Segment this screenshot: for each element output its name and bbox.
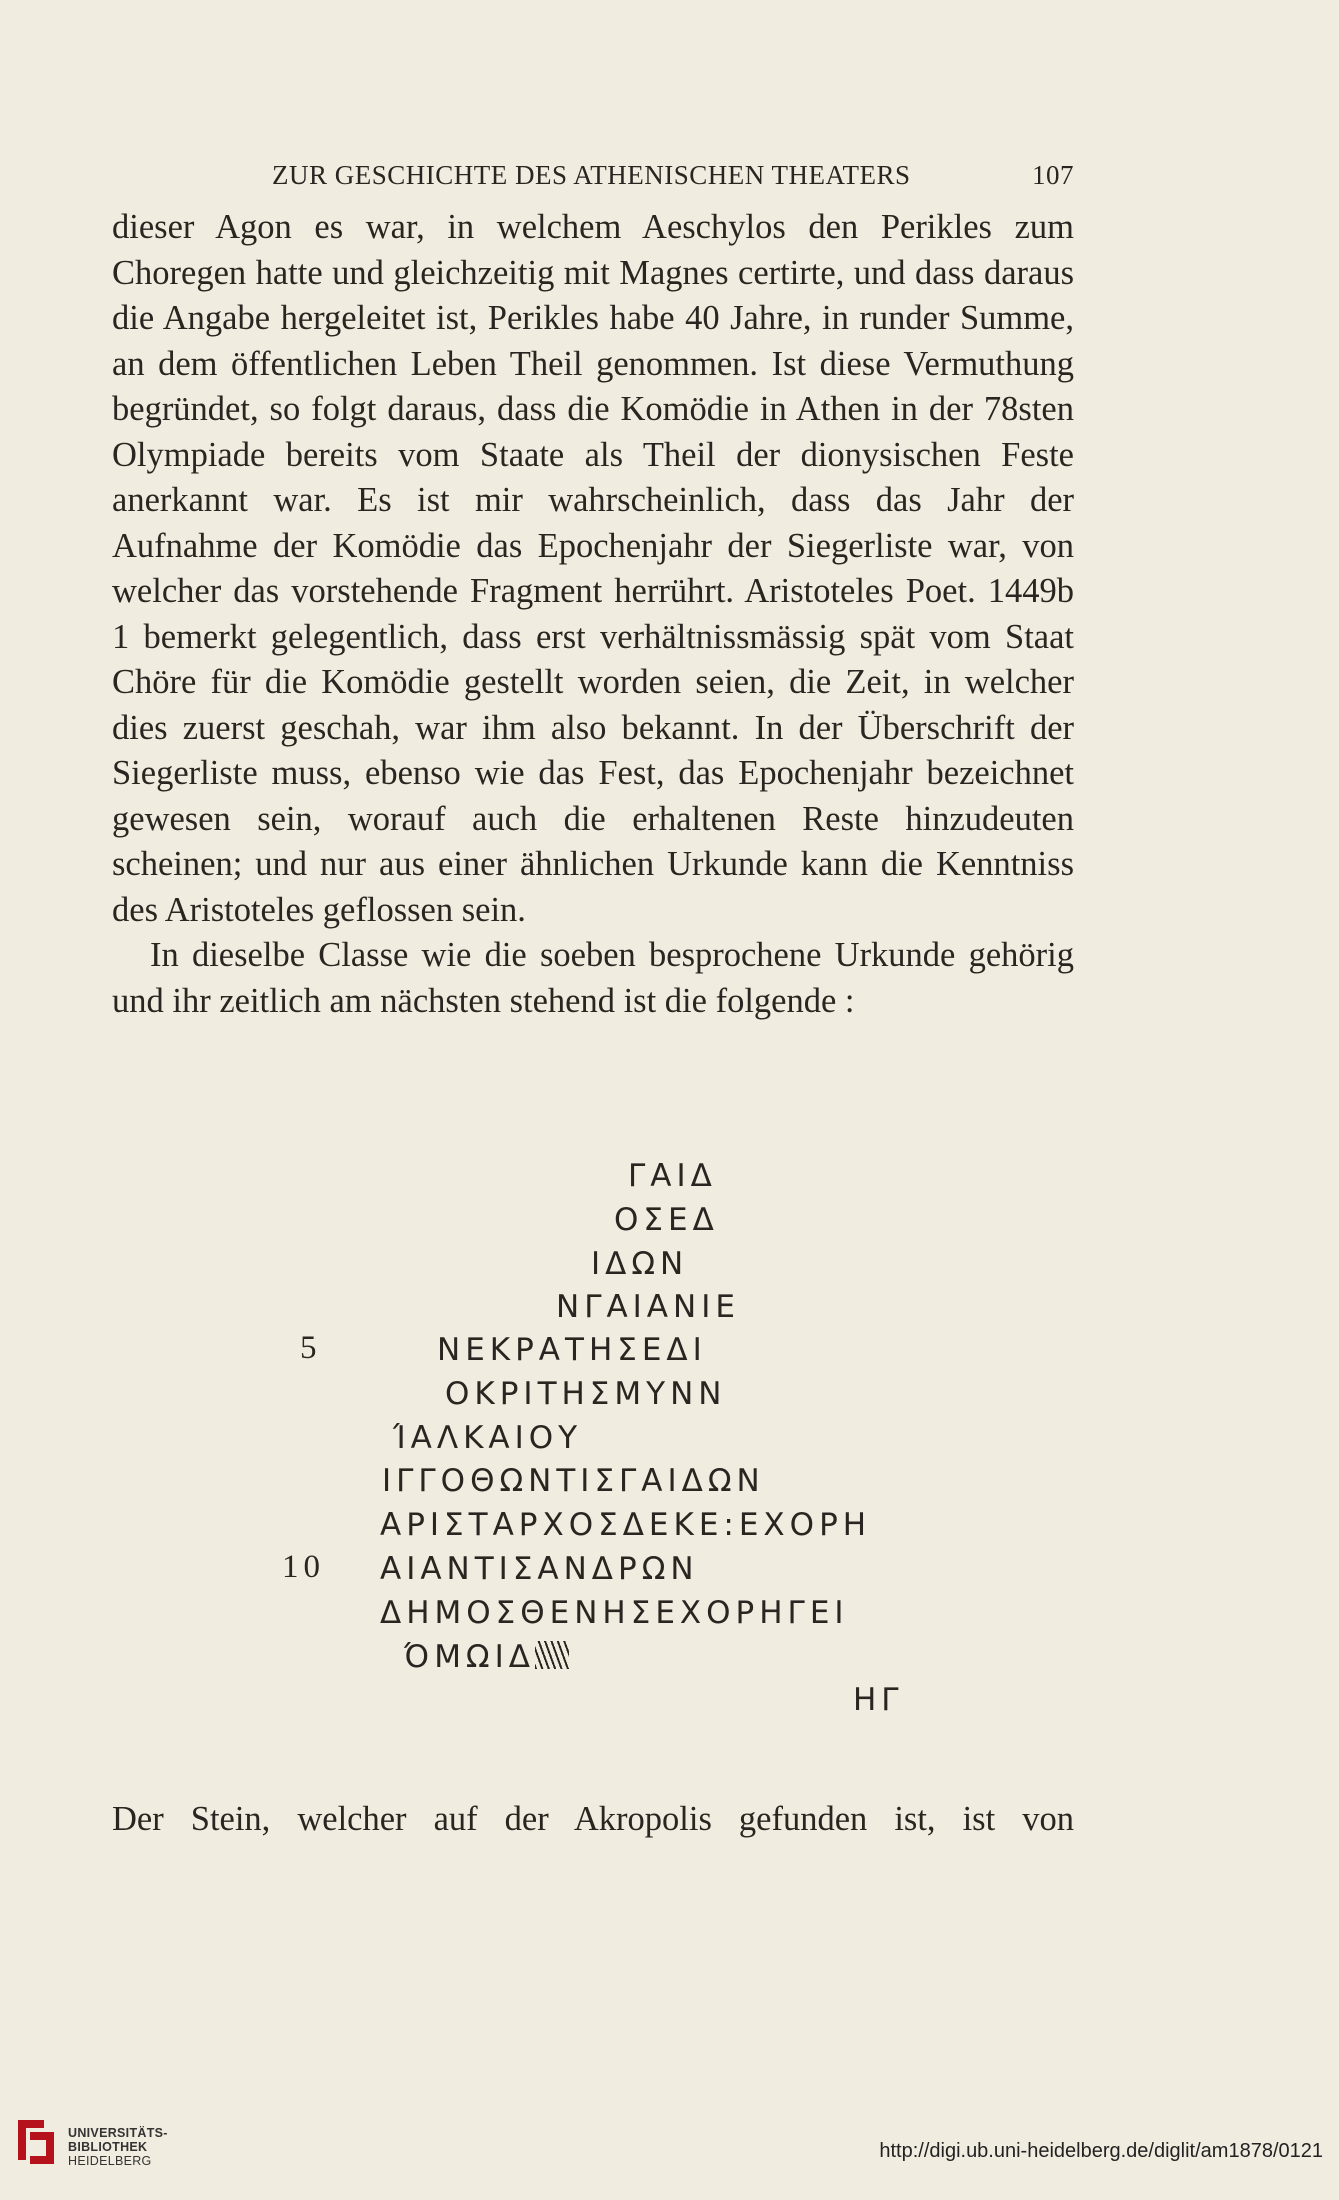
line-number: 10 [282,1549,325,1585]
library-name [68,2126,168,2168]
library-name-line: HEIDELBERG [68,2154,152,2168]
running-title: ZUR GESCHICHTE DES ATHENISCHEN THEATERS [272,160,911,190]
source-url-link[interactable]: http://digi.ub.uni-heidelberg.de/diglit/am1878/0121 [879,2140,1323,2162]
inscription-line: ΝΕΚΡΑΤΗΣΕΔΙ [437,1332,707,1368]
library-logo[interactable] [14,2116,214,2176]
library-emblem-icon [14,2116,58,2168]
closing-line: Der Stein, welcher auf der Akropolis gefunden ist, ist von [112,1800,1074,1838]
body-text [112,205,1074,1024]
inscription-line: ΔΗΜΟΣΘΕΝΗΣΕΧΟΡΗΓΕΙ [380,1595,849,1631]
inscription-line: ΑΡΙΣΤΑΡΧΟΣΔΕΚΕ:ΕΧΟΡΗ [380,1507,872,1543]
inscription-line: ΑΙΑΝΤΙΣΑΝΔΡΩΝ [380,1551,699,1587]
lacuna-hatching [535,1641,569,1669]
paragraph-2: In dieselbe Classe wie die soeben besprochene Urkunde gehörig und ihr zeitlich am nächsten stehend ist die folgende : [112,936,1074,1020]
inscription-line-with-lacuna [404,1639,569,1675]
inscription-line: ΝΓΑΙΑΝΙΕ [556,1289,740,1325]
line-number: 5 [300,1330,322,1366]
inscription-line: ΓΑΙΔ [628,1158,717,1194]
inscription-line: ΌΜΩΙΔ [404,1639,535,1675]
inscription-line: ΗΓ [853,1682,904,1718]
inscription-line: ΟΚΡΙΤΗΣΜΥΝΝ [445,1376,727,1412]
inscription-line: ΙΓΓΟΘΩΝΤΙΣΓΑΙΔΩΝ [382,1463,765,1499]
library-name-line: UNIVERSITÄTS- [68,2126,168,2140]
page-number: 107 [1032,160,1074,190]
library-name-line: BIBLIOTHEK [68,2140,148,2154]
inscription-line: ΊΑΛΚΑΙΟΥ [393,1420,583,1456]
paragraph-1: dieser Agon es war, in welchem Aeschylos den Perikles zum Choregen hatte und gleichzeitig mit Magnes certirte, und dass daraus die Angabe hergeleitet ist, Perikles habe 40 Jahre, in runder Summe, an dem öffentlichen Leben Theil genommen. Ist diese Vermuthung begründet, so folgt daraus, dass die Komödie in Athen in der 78sten Olympiade bereits vom Staate als Theil der dionysischen Feste anerkannt war. Es ist mir wahrscheinlich, dass das Jahr der Aufnahme der Komödie das Epochenjahr der Siegerliste war, von welcher das vorstehende Fragment herrührt. Aristoteles Poet. 1449b 1 bemerkt gelegentlich, dass erst verhältnissmässig spät vom Staat Chöre für die Komödie gestellt worden seien, die Zeit, in welcher dies zuerst geschah, war ihm also bekannt. In der Überschrift der Siegerliste muss, ebenso wie das Fest, das Epochenjahr bezeichnet gewesen sein, worauf auch die erhaltenen Reste hinzudeuten scheinen; und nur aus einer ähnlichen Urkunde kann die Kenntniss des Aristoteles geflossen sein. [112,208,1074,929]
inscription-line: ΙΔΩΝ [591,1246,689,1282]
inscription-line: ΟΣΕΔ [614,1202,719,1238]
